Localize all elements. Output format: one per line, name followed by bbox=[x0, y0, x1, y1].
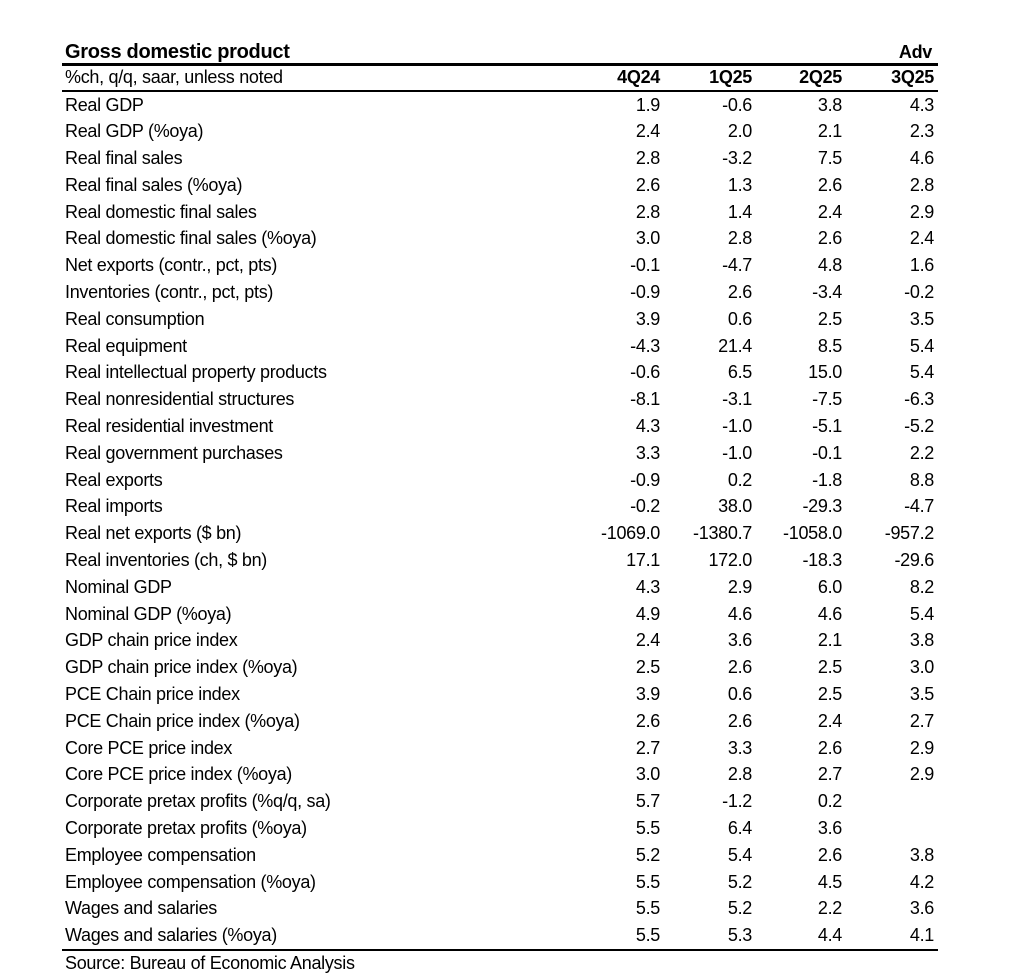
cell-value: 15.0 bbox=[808, 362, 842, 383]
cell-value: 4.5 bbox=[817, 871, 842, 892]
cell-value: 3.0 bbox=[909, 657, 934, 678]
cell-value: -0.2 bbox=[630, 496, 660, 517]
cell-value: 2.7 bbox=[635, 737, 660, 758]
row-label: Wages and salaries (%oya) bbox=[65, 925, 277, 946]
column-header-row bbox=[62, 66, 938, 90]
cell-value: 2.6 bbox=[817, 174, 842, 195]
row-label: Core PCE price index (%oya) bbox=[65, 764, 292, 785]
cell-value: 5.5 bbox=[635, 871, 660, 892]
cell-value: 2.4 bbox=[635, 121, 660, 142]
cell-value: 38.0 bbox=[718, 496, 752, 517]
table-row bbox=[62, 333, 938, 360]
cell-value: 2.4 bbox=[817, 201, 842, 222]
cell-value: 4.9 bbox=[635, 603, 660, 624]
row-label: Net exports (contr., pct, pts) bbox=[65, 255, 278, 276]
cell-value: -0.9 bbox=[630, 469, 660, 490]
cell-value: 5.5 bbox=[635, 925, 660, 946]
cell-value: 3.5 bbox=[909, 684, 934, 705]
cell-value: 2.8 bbox=[727, 764, 752, 785]
table-row bbox=[62, 493, 938, 520]
cell-value: 2.5 bbox=[817, 657, 842, 678]
cell-value: 2.9 bbox=[909, 201, 934, 222]
cell-value: 4.6 bbox=[727, 603, 752, 624]
table-row bbox=[62, 359, 938, 386]
cell-value: -8.1 bbox=[630, 389, 660, 410]
cell-value: -0.9 bbox=[630, 282, 660, 303]
table-row bbox=[62, 574, 938, 601]
cell-value: 172.0 bbox=[708, 550, 752, 571]
cell-value: 8.8 bbox=[909, 469, 934, 490]
cell-value: 3.8 bbox=[909, 844, 934, 865]
cell-value: 3.3 bbox=[635, 442, 660, 463]
row-label: Real GDP (%oya) bbox=[65, 121, 204, 142]
row-label: Corporate pretax profits (%oya) bbox=[65, 818, 307, 839]
table-row bbox=[62, 199, 938, 226]
table-row bbox=[62, 440, 938, 467]
cell-value: -5.1 bbox=[812, 416, 842, 437]
cell-value: 2.4 bbox=[909, 228, 934, 249]
cell-value: 3.8 bbox=[909, 630, 934, 651]
cell-value: 2.6 bbox=[817, 228, 842, 249]
cell-value: 1.6 bbox=[909, 255, 934, 276]
cell-value: -3.4 bbox=[812, 282, 842, 303]
cell-value: 3.0 bbox=[635, 764, 660, 785]
column-header: 2Q25 bbox=[799, 67, 842, 87]
table-row bbox=[62, 788, 938, 815]
cell-value: 0.2 bbox=[817, 791, 842, 812]
cell-value: 2.3 bbox=[909, 121, 934, 142]
table-row bbox=[62, 252, 938, 279]
row-label: Real GDP bbox=[65, 94, 144, 115]
cell-value: 3.9 bbox=[635, 308, 660, 329]
cell-value: 2.0 bbox=[727, 121, 752, 142]
row-label: Employee compensation bbox=[65, 844, 256, 865]
cell-value: 2.6 bbox=[817, 844, 842, 865]
cell-value: 2.4 bbox=[635, 630, 660, 651]
cell-value: 5.2 bbox=[727, 898, 752, 919]
cell-value: -1.8 bbox=[812, 469, 842, 490]
cell-value: 4.3 bbox=[635, 416, 660, 437]
table-row bbox=[62, 815, 938, 842]
table-row bbox=[62, 654, 938, 681]
cell-value: -4.7 bbox=[904, 496, 934, 517]
cell-value: 3.8 bbox=[817, 94, 842, 115]
table-row bbox=[62, 681, 938, 708]
cell-value: 4.8 bbox=[817, 255, 842, 276]
table-row bbox=[62, 708, 938, 735]
table-row bbox=[62, 306, 938, 333]
source-note: Source: Bureau of Economic Analysis bbox=[65, 953, 355, 973]
cell-value: -29.3 bbox=[802, 496, 842, 517]
cell-value: -1380.7 bbox=[693, 523, 752, 544]
cell-value: 2.2 bbox=[817, 898, 842, 919]
cell-value: 2.6 bbox=[727, 282, 752, 303]
cell-value: -1.0 bbox=[722, 442, 752, 463]
cell-value: 4.3 bbox=[909, 94, 934, 115]
cell-value: 2.5 bbox=[635, 657, 660, 678]
cell-value: 1.9 bbox=[635, 94, 660, 115]
row-label: Inventories (contr., pct, pts) bbox=[65, 282, 274, 303]
row-label: Real domestic final sales bbox=[65, 201, 257, 222]
cell-value: 5.2 bbox=[635, 844, 660, 865]
cell-value: 4.3 bbox=[635, 576, 660, 597]
cell-value: 5.7 bbox=[635, 791, 660, 812]
cell-value: 2.6 bbox=[727, 657, 752, 678]
cell-value: 0.6 bbox=[727, 684, 752, 705]
row-label: GDP chain price index (%oya) bbox=[65, 657, 298, 678]
cell-value: 5.4 bbox=[909, 335, 934, 356]
table-row bbox=[62, 895, 938, 922]
row-label: Employee compensation (%oya) bbox=[65, 871, 316, 892]
cell-value: 4.6 bbox=[817, 603, 842, 624]
row-label: Real residential investment bbox=[65, 416, 274, 437]
row-label: PCE Chain price index bbox=[65, 684, 240, 705]
cell-value: -4.7 bbox=[722, 255, 752, 276]
cell-value: 5.4 bbox=[909, 603, 934, 624]
cell-value: 3.5 bbox=[909, 308, 934, 329]
cell-value: 6.0 bbox=[817, 576, 842, 597]
cell-value: 3.6 bbox=[909, 898, 934, 919]
row-label: Real final sales bbox=[65, 148, 183, 169]
table-row bbox=[62, 735, 938, 762]
cell-value: 2.6 bbox=[817, 737, 842, 758]
row-label: Core PCE price index bbox=[65, 737, 233, 758]
column-header: 3Q25 bbox=[891, 67, 934, 87]
cell-value: -1069.0 bbox=[601, 523, 660, 544]
cell-value: 2.8 bbox=[635, 201, 660, 222]
cell-value: 2.6 bbox=[727, 710, 752, 731]
cell-value: 2.5 bbox=[817, 684, 842, 705]
cell-value: 3.6 bbox=[817, 818, 842, 839]
cell-value: 2.8 bbox=[909, 174, 934, 195]
cell-value: 3.3 bbox=[727, 737, 752, 758]
table-body bbox=[62, 92, 938, 950]
gdp-table bbox=[62, 40, 938, 951]
table-row bbox=[62, 172, 938, 199]
cell-value: 2.9 bbox=[727, 576, 752, 597]
row-label: Real equipment bbox=[65, 335, 187, 356]
cell-value: 6.5 bbox=[727, 362, 752, 383]
cell-value: 4.6 bbox=[909, 148, 934, 169]
cell-value: 0.6 bbox=[727, 308, 752, 329]
cell-value: -0.1 bbox=[630, 255, 660, 276]
row-label: Real net exports ($ bn) bbox=[65, 523, 242, 544]
cell-value: -5.2 bbox=[904, 416, 934, 437]
cell-value: 1.4 bbox=[727, 201, 752, 222]
cell-value: 2.7 bbox=[817, 764, 842, 785]
table-title-row bbox=[62, 40, 938, 63]
table-row bbox=[62, 118, 938, 145]
table-row bbox=[62, 627, 938, 654]
cell-value: 2.2 bbox=[909, 442, 934, 463]
cell-value: -957.2 bbox=[884, 523, 934, 544]
row-label: Real government purchases bbox=[65, 442, 283, 463]
table-row bbox=[62, 145, 938, 172]
cell-value: 4.4 bbox=[817, 925, 842, 946]
cell-value: 3.9 bbox=[635, 684, 660, 705]
cell-value: 0.2 bbox=[727, 469, 752, 490]
cell-value: -3.1 bbox=[722, 389, 752, 410]
cell-value: 5.5 bbox=[635, 818, 660, 839]
row-label: Real consumption bbox=[65, 308, 205, 329]
cell-value: 21.4 bbox=[718, 335, 752, 356]
cell-value: -0.6 bbox=[722, 94, 752, 115]
cell-value: 6.4 bbox=[727, 818, 752, 839]
table-row bbox=[62, 279, 938, 306]
cell-value: -18.3 bbox=[802, 550, 842, 571]
cell-value: 2.9 bbox=[909, 764, 934, 785]
row-label: Real exports bbox=[65, 469, 163, 490]
table-row bbox=[62, 601, 938, 628]
table-row bbox=[62, 225, 938, 252]
row-label: Real imports bbox=[65, 496, 163, 517]
cell-value: -4.3 bbox=[630, 335, 660, 356]
cell-value: 2.4 bbox=[817, 710, 842, 731]
row-label: Corporate pretax profits (%q/q, sa) bbox=[65, 791, 331, 812]
cell-value: 5.5 bbox=[635, 898, 660, 919]
cell-value: 5.4 bbox=[909, 362, 934, 383]
column-header: 4Q24 bbox=[617, 67, 660, 87]
cell-value: 7.5 bbox=[817, 148, 842, 169]
cell-value: -0.1 bbox=[812, 442, 842, 463]
row-label: Real intellectual property products bbox=[65, 362, 327, 383]
cell-value: -1.2 bbox=[722, 791, 752, 812]
cell-value: 2.1 bbox=[817, 121, 842, 142]
cell-value: 4.1 bbox=[909, 925, 934, 946]
advance-label: Adv bbox=[898, 42, 932, 62]
table-row bbox=[62, 413, 938, 440]
row-label: Real final sales (%oya) bbox=[65, 174, 243, 195]
table-row bbox=[62, 467, 938, 494]
column-header: 1Q25 bbox=[709, 67, 752, 87]
cell-value: -6.3 bbox=[904, 389, 934, 410]
cell-value: 8.2 bbox=[909, 576, 934, 597]
cell-value: 2.1 bbox=[817, 630, 842, 651]
row-label: GDP chain price index bbox=[65, 630, 238, 651]
table-row bbox=[62, 92, 938, 119]
table-row bbox=[62, 386, 938, 413]
cell-value: 2.5 bbox=[817, 308, 842, 329]
table-row bbox=[62, 520, 938, 547]
row-label: PCE Chain price index (%oya) bbox=[65, 710, 300, 731]
cell-value: 4.2 bbox=[909, 871, 934, 892]
cell-value: -3.2 bbox=[722, 148, 752, 169]
cell-value: 17.1 bbox=[626, 550, 660, 571]
cell-value: 2.8 bbox=[635, 148, 660, 169]
cell-value: -7.5 bbox=[812, 389, 842, 410]
cell-value: -29.6 bbox=[894, 550, 934, 571]
row-label: Real nonresidential structures bbox=[65, 389, 295, 410]
cell-value: -1058.0 bbox=[783, 523, 842, 544]
cell-value: 5.4 bbox=[727, 844, 752, 865]
cell-value: -0.6 bbox=[630, 362, 660, 383]
cell-value: 2.9 bbox=[909, 737, 934, 758]
row-label: Nominal GDP bbox=[65, 576, 172, 597]
cell-value: 2.8 bbox=[727, 228, 752, 249]
cell-value: 3.0 bbox=[635, 228, 660, 249]
table-title: Gross domestic product bbox=[65, 41, 290, 63]
cell-value: 8.5 bbox=[817, 335, 842, 356]
cell-value: 3.6 bbox=[727, 630, 752, 651]
row-label: Nominal GDP (%oya) bbox=[65, 603, 232, 624]
cell-value: -0.2 bbox=[904, 282, 934, 303]
row-label: Real inventories (ch, $ bn) bbox=[65, 550, 268, 571]
row-label: Wages and salaries bbox=[65, 898, 218, 919]
cell-value: 5.2 bbox=[727, 871, 752, 892]
table-row bbox=[62, 869, 938, 896]
cell-value: -1.0 bbox=[722, 416, 752, 437]
cell-value: 2.7 bbox=[909, 710, 934, 731]
table-row bbox=[62, 761, 938, 788]
cell-value: 1.3 bbox=[727, 174, 752, 195]
table-row bbox=[62, 842, 938, 869]
cell-value: 2.6 bbox=[635, 174, 660, 195]
cell-value: 5.3 bbox=[727, 925, 752, 946]
table-row bbox=[62, 547, 938, 574]
table-row bbox=[62, 922, 938, 949]
row-label: Real domestic final sales (%oya) bbox=[65, 228, 317, 249]
cell-value: 2.6 bbox=[635, 710, 660, 731]
units-label: %ch, q/q, saar, unless noted bbox=[65, 67, 283, 87]
